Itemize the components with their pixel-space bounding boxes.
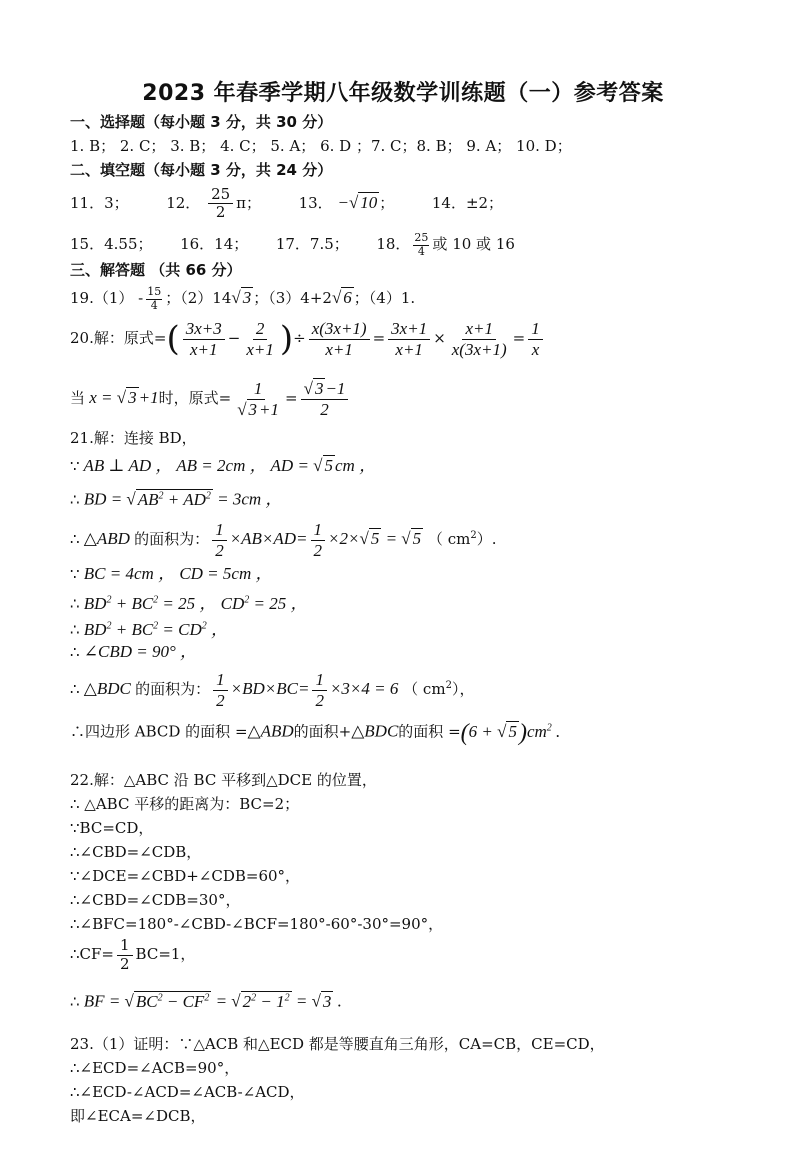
q22-line8: ∴CF= $\frac{1}{2}$ BC=1， (70, 936, 196, 973)
q21-line1: ∵ AB ⊥ AD ， AB = 2cm ， AD = √ 5 cm ， (70, 456, 377, 475)
q23-line1: 23.（1）证明：∵△ACB 和△ECD 都是等腰直角三角形，CA=CB，CE=CD， (70, 1035, 605, 1053)
q19-answer: 19.（1） - $\frac{15}{4}$ ；（2）14√ 3 ；（3）4+2√ 6 ；（4）1. (70, 284, 416, 312)
q22-line5: ∵∠DCE=∠CBD+∠CDB=60°， (70, 867, 301, 885)
answer-18-label: 18． (376, 235, 411, 254)
q21-line7: ∴ ∠CBD = 90° ， (70, 642, 198, 661)
q22-line7: ∴∠BFC=180°-∠CBD-∠BCF=180°-60°-30°=90°， (70, 915, 444, 933)
q22-line1: 22.解：△ABC 沿 BC 平移到△DCE 的位置， (70, 771, 377, 789)
section1-heading: 一、选择题（每小题 3 分，共 30 分） (70, 113, 333, 131)
answer-12-label: 12． (166, 193, 201, 212)
q20-expression: 20.解：原式=( $\frac{3x+3}{x+1}$ − $\frac{2}{x+1}$ )÷ $\frac{x(3x+1)}{x+1}$ = $\frac{3x+1}{x+1}$ × $\frac{x+1}{x(3x+1)}$ = $\frac{1}{x}$ (70, 316, 546, 361)
answer-18-tail: 或 10 或 16 (432, 235, 515, 254)
answer-14: 14．±2； (431, 193, 504, 212)
q22-line4: ∴∠CBD=∠CDB， (70, 843, 202, 861)
q21-line3: ∴ △ABD 的面积为： $\frac{1}{2}$ ×AB×AD= $\frac{1}{2}$ ×2×√ 5 = √ 5 （ $cm^2$）. (70, 519, 497, 560)
answer-11: 11．3； (70, 193, 129, 212)
section1-answers: 1. B； 2. C； 3. B； 4. C； 5. A； 6. D ；7. C；8. B； 9. A； 10. D； (70, 137, 572, 155)
fill-answers-row2 (70, 232, 515, 258)
q23-line3: ∴∠ECD-∠ACD=∠ACB-∠ACD， (70, 1083, 305, 1101)
answer-17: 17．7.5； (275, 235, 349, 254)
q23-line4: 即∠ECA=∠DCB， (70, 1107, 206, 1125)
answer-13-label: 13． (298, 193, 333, 212)
section3-heading: 三、解答题 （共 66 分） (70, 261, 242, 279)
q23-line2: ∴∠ECD=∠ACB=90°， (70, 1059, 240, 1077)
section2-heading: 二、填空题（每小题 3 分，共 24 分） (70, 161, 333, 179)
q22-line2: ∴ △ABC 平移的距离为：BC=2； (70, 795, 300, 813)
answer-18-fraction: $\frac{25}{4}$ (414, 231, 429, 258)
answer-15: 15．4.55； (70, 235, 153, 254)
fill-answers-row1: 11．3； 12． $\frac{25}{2}$ π； 13． −√ 10 ； 14．±2； (70, 185, 504, 222)
q21-line8: ∴ △BDC 的面积为： $\frac{1}{2}$ ×BD×BC= $\frac{1}{2}$ ×3×4 = 6 （ $cm^2$）， (70, 669, 475, 710)
q21-intro: 21.解：连接 BD， (70, 429, 197, 447)
q22-line3: ∵BC=CD， (70, 819, 154, 837)
answer-12-tail: π； (236, 193, 262, 212)
answer-13-value: −√ 10 (337, 192, 378, 212)
answer-16: 16．14； (180, 235, 249, 254)
q21-line2: ∴ BD = √ $AB^2 + AD^2 = 3cm$ ， (70, 489, 283, 509)
q22-line6: ∴∠CBD=∠CDB=30°， (70, 891, 241, 909)
page-title: 2023 年春季学期八年级数学训练题（一）参考答案 (142, 81, 664, 106)
answer-12-fraction: $\frac{25}{2}$ (208, 186, 233, 222)
q22-line9: ∴ BF = √ $BC^2 - CF^2$ = √ $2^2 - 1^2$ = √ 3 . (70, 991, 342, 1011)
q21-line9: ∴四边形 ABCD 的面积 =△ABD的面积+△BDC的面积 =(6 + √ $5)cm^2$ . (70, 719, 561, 746)
q21-line5: ∴ $BD^2 + BC^2 = 25$ ， $CD^2 = 25$ ， (70, 593, 308, 613)
q21-line6: ∴ $BD^2 + BC^2 = CD^2$ ， (70, 619, 229, 639)
q21-line4: ∵ BC = 4cm ， CD = 5cm ， (70, 564, 273, 583)
q20-evaluation: 当 x = √ 3 +1时，原式= $\frac{1}{√ 3 +1}$ = $\frac{√ 3 -1}{2}$ (70, 376, 351, 420)
